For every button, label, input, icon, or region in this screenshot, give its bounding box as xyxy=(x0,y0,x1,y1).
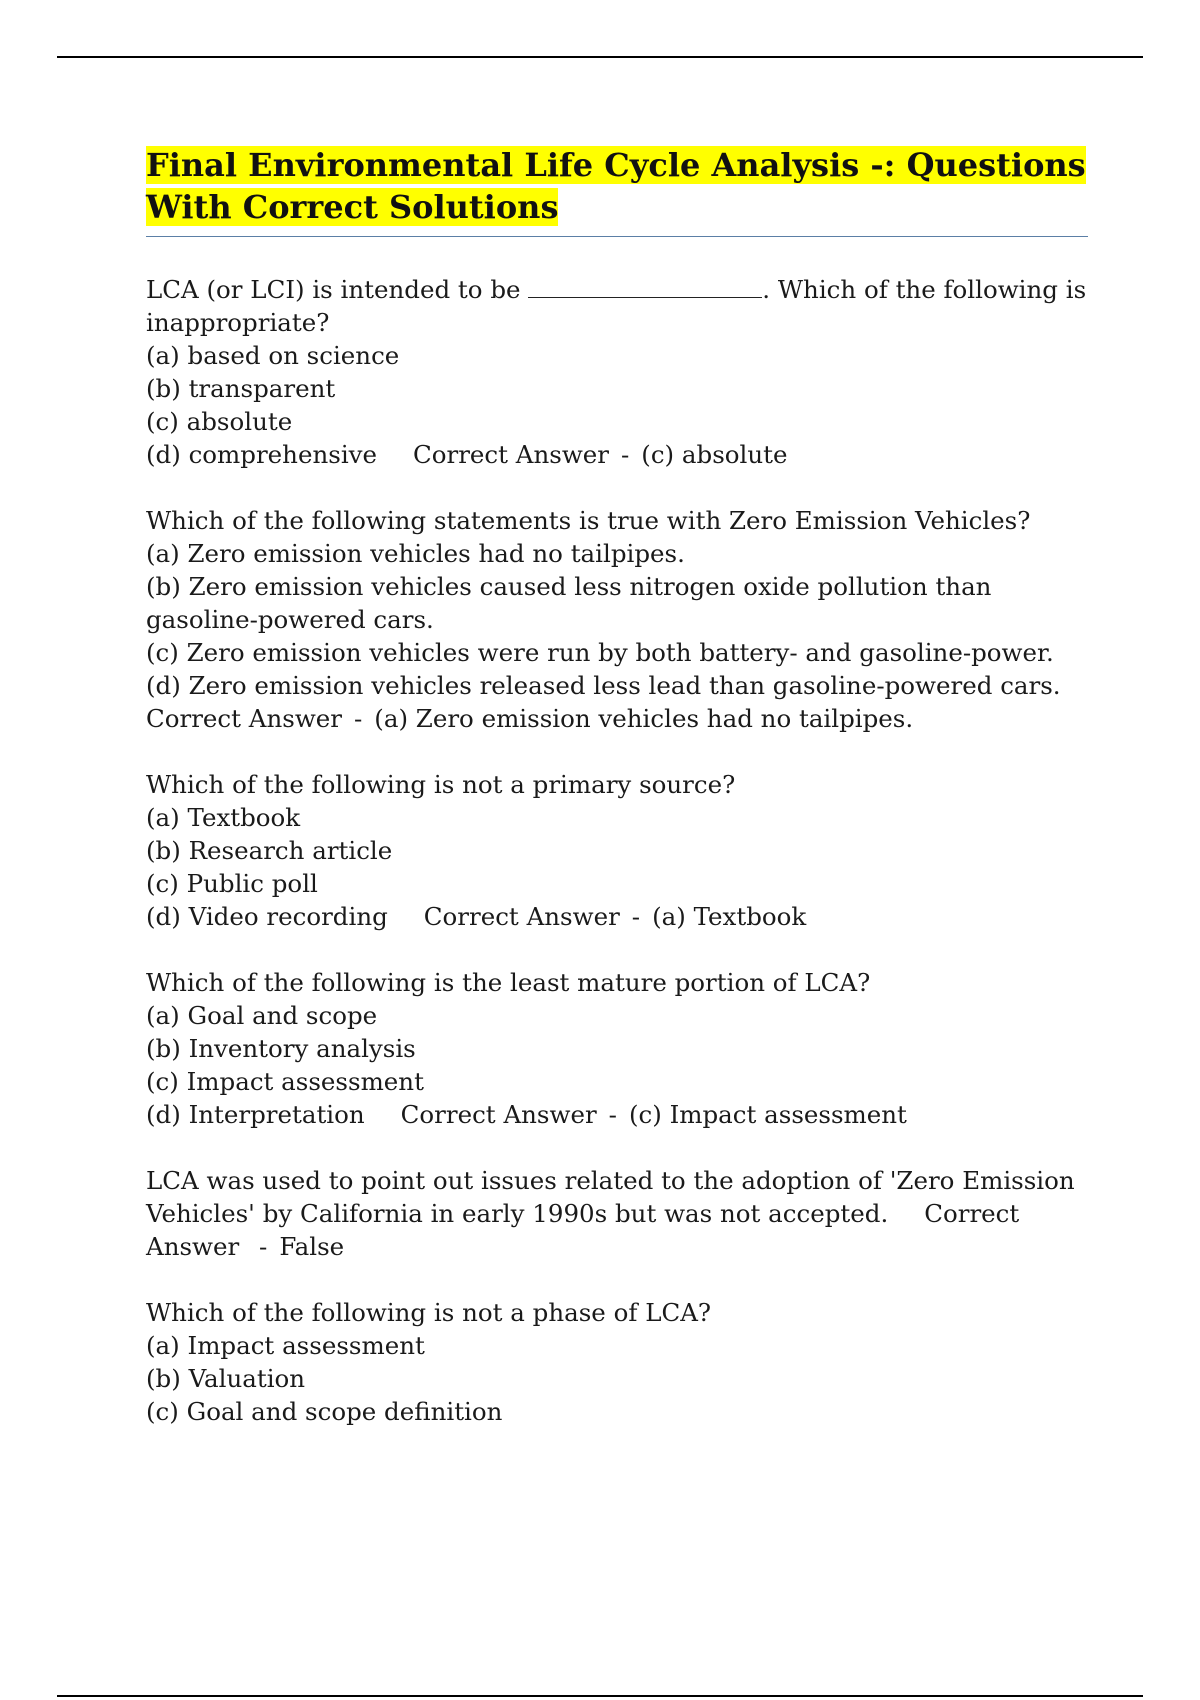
question-stem: Which of the following is not a phase of LCA? xyxy=(146,1298,712,1327)
question-2 xyxy=(146,504,1088,735)
option: (d) Zero emission vehicles released less lead than gasoline-powered cars. xyxy=(146,671,1061,700)
footer-rule xyxy=(57,1695,1143,1697)
question-stem: Which of the following is not a primary source? xyxy=(146,770,736,799)
correct-answer: False xyxy=(279,1232,345,1261)
answer-label: Correct Answer xyxy=(400,1100,597,1129)
option: (a) Impact assessment xyxy=(146,1331,425,1360)
question-stem-with-answer: LCA was used to point out issues related to the adoption of 'Zero Emission Vehicles' by California in early 1990s but was not accepted. Correct Answer - False xyxy=(146,1166,1083,1261)
option: (c) Zero emission vehicles were run by both battery- and gasoline-power. xyxy=(146,638,1054,667)
question-stem: LCA (or LCI) is intended to be . Which of the following is inappropriate? xyxy=(146,275,1094,337)
correct-answer: (a) Zero emission vehicles had no tailpipes. xyxy=(374,704,914,733)
question-1 xyxy=(146,273,1094,471)
option: (b) transparent xyxy=(146,374,336,403)
correct-answer: (a) Textbook xyxy=(652,902,807,931)
answer-line: Correct Answer - (a) Zero emission vehicles had no tailpipes. xyxy=(146,704,914,733)
question-stem: Which of the following is the least mature portion of LCA? xyxy=(146,968,871,997)
option: (b) Zero emission vehicles caused less nitrogen oxide pollution than gasoline-powered cars. xyxy=(146,572,1000,634)
question-stem: LCA was used to point out issues related to the adoption of 'Zero Emission Vehicles' by California in early 1990s but was not accepted. xyxy=(146,1166,1083,1228)
answer-blank xyxy=(528,273,762,298)
option: (c) absolute xyxy=(146,407,293,436)
option: (a) based on science xyxy=(146,341,400,370)
answer-label: Correct Answer xyxy=(146,704,342,733)
answer-label: Correct Answer xyxy=(423,902,620,931)
question-3 xyxy=(146,768,1088,933)
document-body xyxy=(146,144,1094,1461)
title-line-1: Final Environmental Life Cycle Analysis -: Questions xyxy=(146,146,1086,184)
option: (b) Research article xyxy=(146,836,393,865)
option: (a) Textbook xyxy=(146,803,301,832)
document-title xyxy=(146,144,1088,228)
option: (d) Interpretation xyxy=(146,1100,365,1129)
option: (a) Zero emission vehicles had no tailpipes. xyxy=(146,539,685,568)
question-5 xyxy=(146,1164,1088,1263)
option: (d) comprehensive xyxy=(146,440,377,469)
option: (b) Valuation xyxy=(146,1364,306,1393)
question-4 xyxy=(146,966,1088,1131)
option: (d) Video recording xyxy=(146,902,388,931)
title-line-2: With Correct Solutions xyxy=(146,188,559,226)
option: (b) Inventory analysis xyxy=(146,1034,416,1063)
option-with-answer: (d) comprehensive Correct Answer - (c) absolute xyxy=(146,440,788,469)
correct-answer: (c) absolute xyxy=(641,440,788,469)
option: (a) Goal and scope xyxy=(146,1001,378,1030)
option-with-answer: (d) Video recording Correct Answer - (a) Textbook xyxy=(146,902,807,931)
option: (c) Public poll xyxy=(146,869,318,898)
answer-label: Correct Answer xyxy=(146,1199,1028,1261)
option-with-answer: (d) Interpretation Correct Answer - (c) Impact assessment xyxy=(146,1100,907,1129)
option: (c) Goal and scope definition xyxy=(146,1397,503,1426)
answer-label: Correct Answer xyxy=(413,440,609,469)
question-6 xyxy=(146,1296,1088,1428)
option: (c) Impact assessment xyxy=(146,1067,424,1096)
title-underline xyxy=(146,236,1088,237)
question-stem: Which of the following statements is true with Zero Emission Vehicles? xyxy=(146,506,1031,535)
header-rule xyxy=(57,56,1143,58)
correct-answer: (c) Impact assessment xyxy=(628,1100,907,1129)
